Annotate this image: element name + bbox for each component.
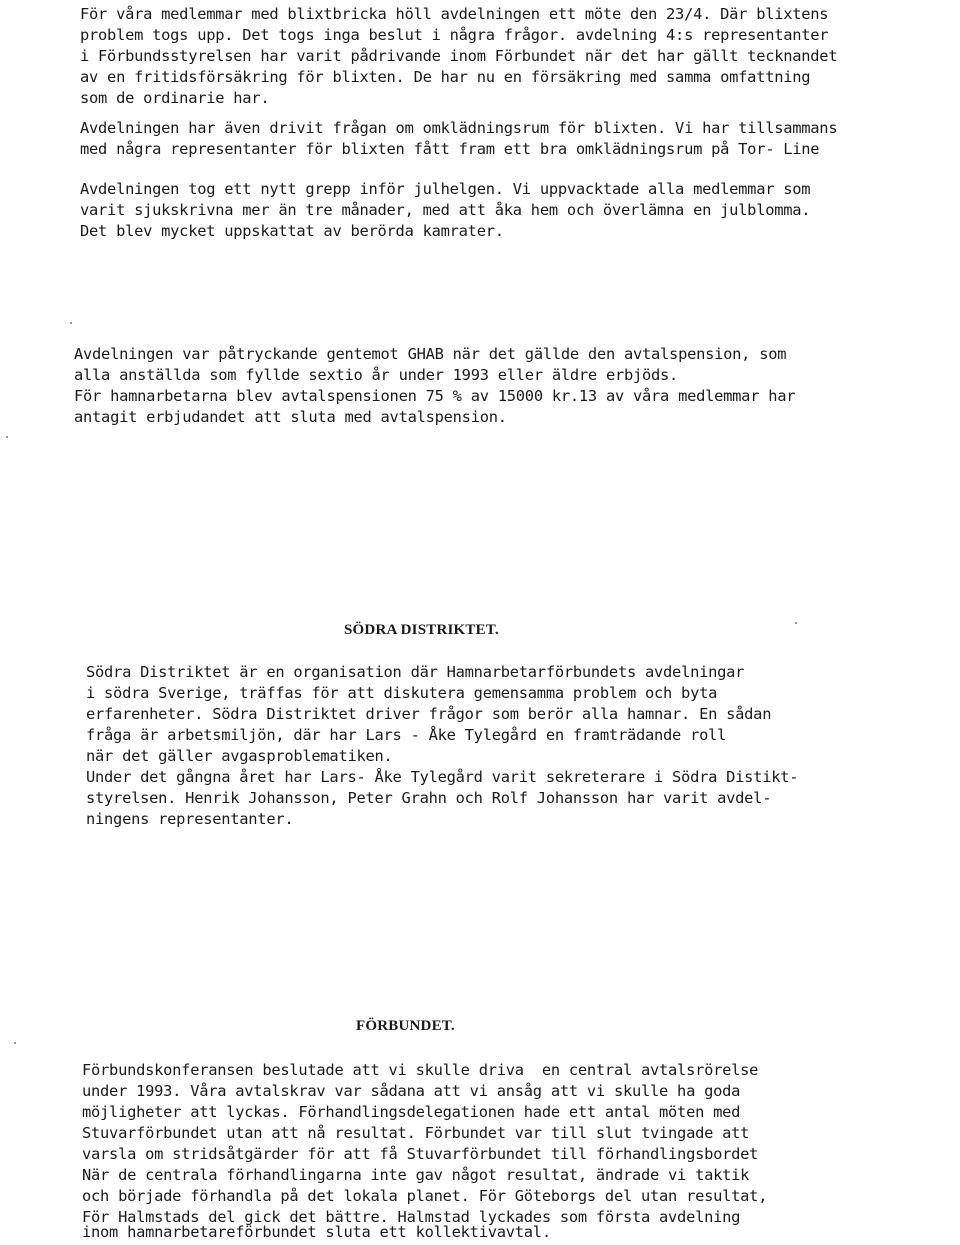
scan-speck: [70, 322, 72, 324]
text-line: Under det gångna året har Lars- Åke Tylegård varit sekreterare i Södra Distikt-: [86, 768, 799, 786]
text-line: erfarenheter. Södra Distriktet driver frågor som berör alla hamnar. En sådan: [86, 705, 772, 723]
text-line: i södra Sverige, träffas för att diskutera gemensamma problem och byta: [86, 684, 718, 702]
text-line: antagit erbjudandet att sluta med avtalspension.: [74, 408, 507, 426]
text-line: under 1993. Våra avtalskrav var sådana att vi ansåg att vi skulle ha goda: [82, 1082, 741, 1100]
text-line: av en fritidsförsäkring för blixten. De har nu en försäkring med samma omfattning: [80, 68, 811, 86]
text-line: Avdelningen har även drivit frågan om omklädningsrum för blixten. Vi har tillsammans: [80, 119, 838, 137]
section-heading-sodra-distriktet: SÖDRA DISTRIKTET.: [344, 622, 499, 638]
text-line: möjligheter att lyckas. Förhandlingsdelegationen hade ett antal möten med: [82, 1103, 741, 1121]
text-line: För våra medlemmar med blixtbricka höll avdelningen ett möte den 23/4. Där blixtens: [80, 5, 829, 23]
text-line: varsla om stridsåtgärder för att få Stuvarförbundet till förhandlingsbordet: [82, 1145, 759, 1163]
scan-speck: [6, 436, 8, 438]
text-line: Det blev mycket uppskattat av berörda kamrater.: [80, 222, 504, 240]
text-line: som de ordinarie har.: [80, 89, 270, 107]
text-line: fråga är arbetsmiljön, där har Lars - Åke Tylegård en framträdande roll: [86, 726, 727, 744]
text-line: styrelsen. Henrik Johansson, Peter Grahn och Rolf Johansson har varit avdel-: [86, 789, 772, 807]
text-line: alla anställda som fyllde sextio år under 1993 eller äldre erbjöds.: [74, 366, 679, 384]
text-line: Avdelningen var påtryckande gentemot GHAB när det gällde den avtalspension, som: [74, 345, 787, 363]
text-line: Södra Distriktet är en organisation där Hamnarbetarförbundets avdelningar: [86, 663, 745, 681]
scan-speck: [14, 1042, 16, 1044]
text-line: När de centrala förhandlingarna inte gav något resultat, ändrade vi taktik: [82, 1166, 750, 1184]
scan-speck: [795, 622, 797, 624]
text-line: varit sjukskrivna mer än tre månader, med att åka hem och överlämna en julblomma.: [80, 201, 811, 219]
text-line: inom hamnarbetareförbundet sluta ett kollektivavtal.: [82, 1223, 551, 1241]
text-line: För hamnarbetarna blev avtalspensionen 75 % av 15000 kr.13 av våra medlemmar har: [74, 387, 796, 405]
text-line: problem togs upp. Det togs inga beslut i några frågor. avdelning 4:s representanter: [80, 26, 829, 44]
text-line: Stuvarförbundet utan att nå resultat. Förbundet var till slut tvingade att: [82, 1124, 750, 1142]
text-line: och började förhandla på det lokala planet. För Göteborgs del utan resultat,: [82, 1187, 768, 1205]
text-line: med några representanter för blixten fått fram ett bra omklädningsrum på Tor- Line: [80, 140, 820, 158]
text-line: För Halmstads del gick det bättre. Halmstad lyckades som första avdelning: [82, 1208, 741, 1226]
text-line: i Förbundsstyrelsen har varit pådrivande inom Förbundet när det har gällt tecknandet: [80, 47, 838, 65]
text-line: Avdelningen tog ett nytt grepp inför julhelgen. Vi uppvacktade alla medlemmar som: [80, 180, 811, 198]
text-line: när det gäller avgasproblematiken.: [86, 747, 393, 765]
text-line: ningens representanter.: [86, 810, 294, 828]
section-heading-forbundet: FÖRBUNDET.: [356, 1018, 455, 1034]
text-line: Förbundskonferansen beslutade att vi skulle driva en central avtalsrörelse: [82, 1061, 759, 1079]
